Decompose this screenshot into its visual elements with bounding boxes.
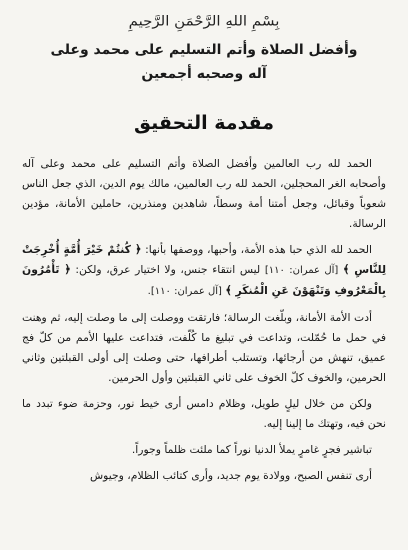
section-heading: مقدمة التحقيق: [134, 112, 274, 134]
invocation-line-1: وأفضل الصلاة وأتم التسليم على محمد وعلى: [50, 42, 358, 58]
paragraph-6: أرى تنفس الصبح، وولادة يوم جديد، وأرى كتائب الظلام، وجيوش: [89, 469, 372, 482]
quran-quote-2: ﴿ تَأْمُرُونَ بِالْمَعْرُوفِ وَتَنْهَوْنَ عَنِ الْمُنكَرِ ﴾: [22, 263, 386, 297]
paragraph-2-intro: الحمد لله الذي حبا هذه الأمة، وأحبها، ووصفها بأنها:: [145, 243, 372, 256]
paragraph-3: أدت الأمة الأمانة، وبلّغت الرسالة؛ فارتقت ووصلت إلى ما وصلت إليه، ثم وهنت في حمل ما حُمّلت، وتداعت في تبليغ ما كُلّفت، فتداعت عليها الأمم من كلّ فج عميق، تنهش من أرجائها، وتستلب أطرافها، حتى وصلت إلى أولى القبلتين وثاني الحرمين، والخوف كلّ الخوف على ثاني القبلتين وأول الحرمين.: [22, 311, 386, 384]
quran-quote-1: ﴿ كُنتُمْ خَيْرَ أُمَّةٍ أُخْرِجَتْ لِلنَّاسِ ﴾: [22, 243, 387, 276]
basmala-calligraphy: بِسْمِ اللهِ الرَّحْمَنِ الرَّحِيمِ: [128, 12, 280, 30]
paragraph-2: [22, 240, 386, 302]
invocation-line-2: آله وصحبه أجمعين: [141, 66, 267, 82]
quran-reference-1: [آل عمران: ١١٠]: [264, 265, 339, 276]
invocation: [22, 38, 386, 86]
paragraph-2-middle: ليس انتقاء جنس، ولا اختيار عرق، ولكن:: [75, 263, 261, 276]
paragraph-5: تباشير فجرٍ غامرٍ يملأ الدنيا نوراً كما ملئت ظلماً وجوراً.: [131, 443, 372, 456]
quran-reference-2: [آل عمران: ١١٠].: [147, 286, 222, 297]
paragraph-1: الحمد لله رب العالمين وأفضل الصلاة وأتم التسليم على محمد وعلى آله وأصحابه الغر المحجلين، الحمد لله رب العالمين، مالك يوم الدين، الذي جعل الناس شعوباً وقبائل، وجعل أمتنا أمة وسطاً، شاهدين ومنذرين، حاملين الأمانة، مؤدين الرسالة.: [22, 157, 386, 230]
body-text: [22, 154, 386, 486]
heading-wrap: [22, 112, 386, 134]
paragraph-4: ولكن من خلال ليلٍ طويل، وظلام دامس أرى خيط نور، وحزمة ضوء تبدد ما نحن فيه، وتهتك ما إلينا إليه.: [22, 397, 386, 430]
